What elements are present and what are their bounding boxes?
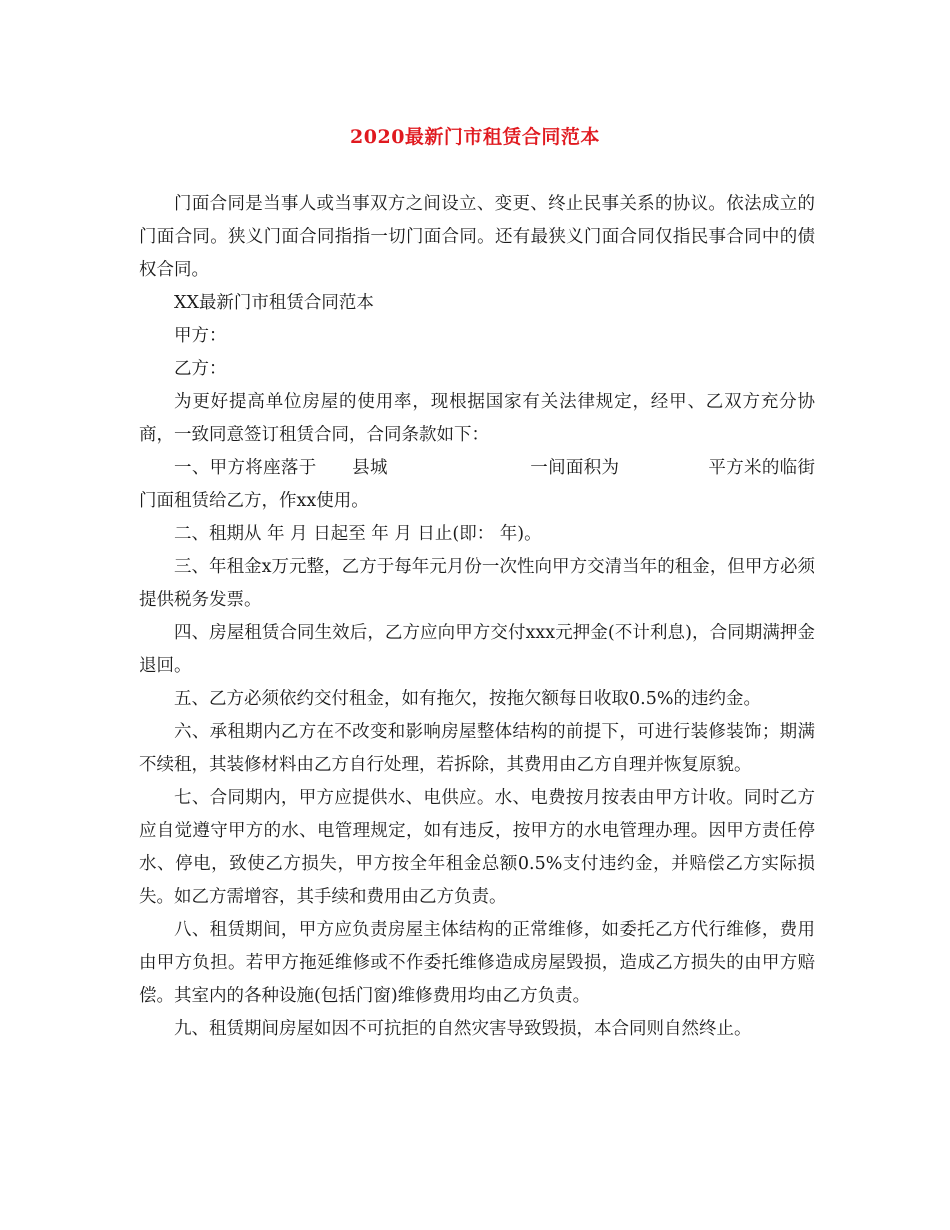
paragraph-intro: 门面合同是当事人或当事双方之间设立、变更、终止民事关系的协议。依法成立的门面合同。狭义门面合同指指一切门面合同。还有最狭义门面合同仅指民事合同中的债权合同。 — [139, 194, 815, 280]
clause-1: 一、甲方将座落于 县城 一间面积为 平方米的临街门面租赁给乙方，作xx使用。 — [139, 458, 815, 511]
paragraph-contract-name: XX最新门市租赁合同范本 — [174, 293, 374, 313]
clause-8: 八、租赁期间，甲方应负责房屋主体结构的正常维修，如委托乙方代行维修，费用由甲方负担。若甲方拖延维修或不作委托维修造成房屋毁损，造成乙方损失的由甲方赔偿。其室内的各种设施(包括门窗)维修费用均由乙方负责。 — [139, 920, 815, 1006]
clause-7: 七、合同期内，甲方应提供水、电供应。水、电费按月按表由甲方计收。同时乙方应自觉遵守甲方的水、电管理规定，如有违反，按甲方的水电管理办理。因甲方责任停水、停电，致使乙方损失，甲方按全年租金总额0.5%支付违约金，并赔偿乙方实际损失。如乙方需增容，其手续和费用由乙方负责。 — [139, 788, 815, 907]
paragraph-preamble: 为更好提高单位房屋的使用率，现根据国家有关法律规定，经甲、乙双方充分协商，一致同意签订租赁合同，合同条款如下： — [139, 392, 815, 445]
clause-5: 五、乙方必须依约交付租金，如有拖欠，按拖欠额每日收取0.5%的违约金。 — [174, 689, 761, 709]
document-title: 2020最新门市租赁合同范本 — [350, 126, 600, 148]
clause-6: 六、承租期内乙方在不改变和影响房屋整体结构的前提下，可进行装修装饰；期满不续租，其装修材料由乙方自行处理，若拆除，其费用由乙方自理并恢复原貌。 — [139, 722, 815, 775]
clause-2: 二、租期从 年 月 日起至 年 月 日止(即： 年)。 — [174, 524, 542, 544]
clause-4: 四、房屋租赁合同生效后，乙方应向甲方交付xxx元押金(不计利息)，合同期满押金退回。 — [139, 623, 815, 676]
document-body — [139, 188, 815, 1046]
paragraph-party-a: 甲方： — [174, 326, 227, 346]
clause-9: 九、租赁期间房屋如因不可抗拒的自然灾害导致毁损，本合同则自然终止。 — [174, 1019, 752, 1039]
paragraph-party-b: 乙方： — [174, 359, 227, 379]
clause-3: 三、年租金x万元整，乙方于每年元月份一次性向甲方交清当年的租金，但甲方必须提供税务发票。 — [139, 557, 815, 610]
